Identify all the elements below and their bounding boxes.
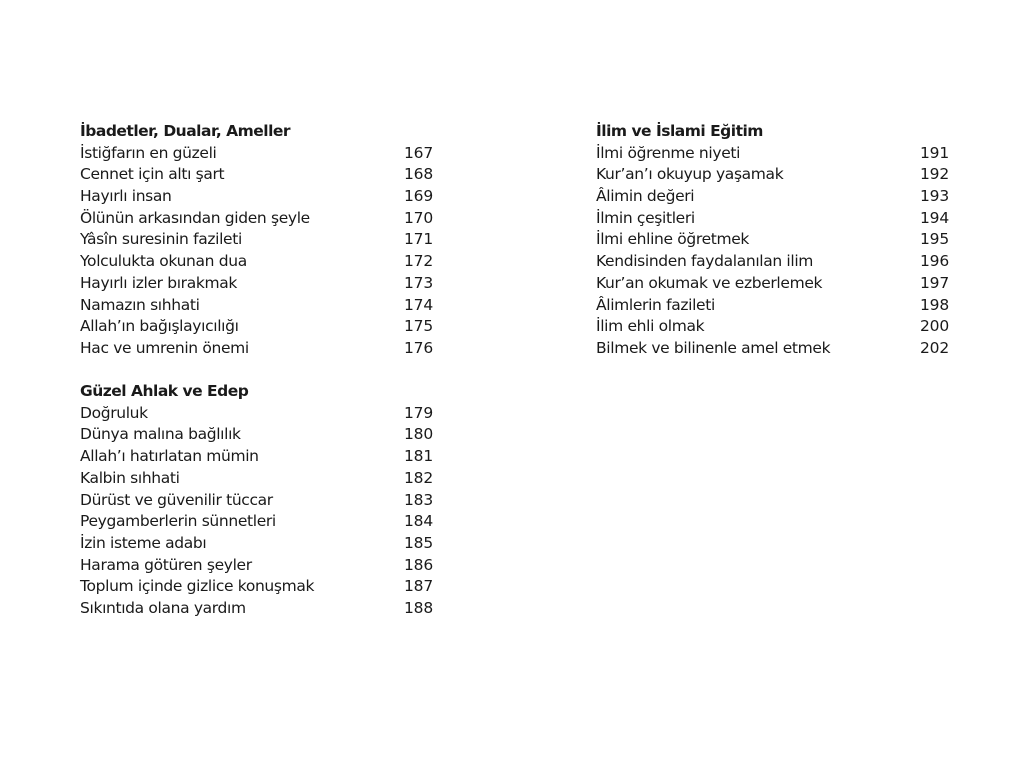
entry-page-number: 182: [404, 468, 433, 487]
toc-entry[interactable]: [80, 295, 433, 317]
entry-title: Hac ve umrenin önemi: [80, 338, 249, 357]
toc-entry[interactable]: [596, 208, 949, 230]
toc-entry[interactable]: [80, 143, 433, 165]
entry-title: Dünya malına bağlılık: [80, 425, 241, 444]
entry-page-number: 198: [920, 295, 949, 314]
toc-entry[interactable]: [80, 468, 433, 490]
toc-entry[interactable]: [80, 273, 433, 295]
entry-title: Dürüst ve güvenilir tüccar: [80, 490, 273, 509]
entry-title: Allah’ın bağışlayıcılığı: [80, 317, 239, 336]
toc-section: [80, 381, 433, 620]
toc-entry[interactable]: [80, 208, 433, 230]
entry-title: İlim ehli olmak: [596, 317, 705, 336]
toc-entry[interactable]: [80, 533, 433, 555]
entry-page-number: 174: [404, 295, 433, 314]
entry-page-number: 171: [404, 230, 433, 249]
toc-entry[interactable]: [80, 446, 433, 468]
entry-page-number: 185: [404, 533, 433, 552]
toc-right-column: [596, 121, 949, 381]
entry-title: İlmin çeşitleri: [596, 208, 695, 227]
section-title: İlim ve İslami Eğitim: [596, 122, 763, 140]
entry-page-number: 192: [920, 165, 949, 184]
entry-title: Toplum içinde gizlice konuşmak: [80, 577, 315, 596]
entry-title: İlmi öğrenme niyeti: [596, 143, 741, 162]
entry-title: Ölünün arkasından giden şeyle: [80, 208, 310, 227]
entry-title: Harama götüren şeyler: [80, 555, 252, 574]
toc-entry[interactable]: [80, 576, 433, 598]
entry-title: İstiğfarın en güzeli: [80, 143, 217, 162]
entry-page-number: 179: [404, 403, 433, 422]
entry-page-number: 175: [404, 317, 433, 336]
entry-title: Yâsîn suresinin fazileti: [80, 230, 242, 249]
entry-page-number: 173: [404, 273, 433, 292]
toc-entry[interactable]: [596, 338, 949, 360]
entry-page-number: 195: [920, 230, 949, 249]
entry-title: İlmi ehline öğretmek: [596, 230, 750, 249]
entry-page-number: 176: [404, 338, 433, 357]
toc-entry[interactable]: [596, 229, 949, 251]
toc-entry[interactable]: [596, 164, 949, 186]
toc-entry[interactable]: [80, 598, 433, 620]
toc-section: [596, 121, 949, 360]
entry-title: Yolculukta okunan dua: [80, 252, 247, 271]
entry-page-number: 194: [920, 208, 949, 227]
section-title: İbadetler, Dualar, Ameller: [80, 122, 291, 140]
entry-page-number: 200: [920, 317, 949, 336]
toc-entry[interactable]: [596, 273, 949, 295]
toc-entry[interactable]: [80, 251, 433, 273]
entry-page-number: 196: [920, 252, 949, 271]
entry-page-number: 186: [404, 555, 433, 574]
toc-entry[interactable]: [80, 511, 433, 533]
entry-title: Namazın sıhhati: [80, 295, 200, 314]
entry-title: Bilmek ve bilinenle amel etmek: [596, 338, 831, 357]
toc-entry[interactable]: [80, 164, 433, 186]
entry-title: Sıkıntıda olana yardım: [80, 598, 246, 617]
toc-entry[interactable]: [596, 143, 949, 165]
entry-title: Hayırlı izler bırakmak: [80, 273, 237, 292]
entry-page-number: 193: [920, 187, 949, 206]
toc-left-column: [80, 121, 433, 641]
entry-page-number: 167: [404, 143, 433, 162]
entry-title: Peygamberlerin sünnetleri: [80, 512, 276, 531]
entry-title: Hayırlı insan: [80, 187, 172, 206]
entry-page-number: 187: [404, 577, 433, 596]
toc-entry[interactable]: [80, 403, 433, 425]
entry-page-number: 183: [404, 490, 433, 509]
entry-title: Kur’an’ı okuyup yaşamak: [596, 165, 784, 184]
toc-entry[interactable]: [596, 186, 949, 208]
entry-title: İzin isteme adabı: [80, 533, 207, 552]
toc-entry[interactable]: [596, 251, 949, 273]
entry-title: Doğruluk: [80, 403, 148, 422]
entry-title: Kur’an okumak ve ezberlemek: [596, 273, 823, 292]
toc-entry[interactable]: [596, 316, 949, 338]
toc-section: [80, 121, 433, 360]
entry-page-number: 169: [404, 187, 433, 206]
entry-title: Cennet için altı şart: [80, 165, 225, 184]
entry-page-number: 202: [920, 338, 949, 357]
toc-entry[interactable]: [80, 186, 433, 208]
toc-entry[interactable]: [80, 424, 433, 446]
toc-entry[interactable]: [80, 229, 433, 251]
entry-title: Kalbin sıhhati: [80, 468, 180, 487]
toc-entry[interactable]: [80, 490, 433, 512]
toc-entry[interactable]: [596, 295, 949, 317]
entry-title: Kendisinden faydalanılan ilim: [596, 252, 814, 271]
entry-title: Allah’ı hatırlatan mümin: [80, 447, 259, 466]
entry-title: Âlimlerin fazileti: [596, 295, 715, 314]
entry-page-number: 180: [404, 425, 433, 444]
entry-page-number: 170: [404, 208, 433, 227]
entry-title: Âlimin değeri: [596, 187, 695, 206]
entry-page-number: 191: [920, 143, 949, 162]
entry-page-number: 168: [404, 165, 433, 184]
toc-entry[interactable]: [80, 316, 433, 338]
toc-entry[interactable]: [80, 338, 433, 360]
entry-page-number: 197: [920, 273, 949, 292]
entry-page-number: 172: [404, 252, 433, 271]
section-title: Güzel Ahlak ve Edep: [80, 382, 249, 401]
toc-entry[interactable]: [80, 555, 433, 577]
entry-page-number: 188: [404, 598, 433, 617]
entry-page-number: 181: [404, 447, 433, 466]
entry-page-number: 184: [404, 512, 433, 531]
